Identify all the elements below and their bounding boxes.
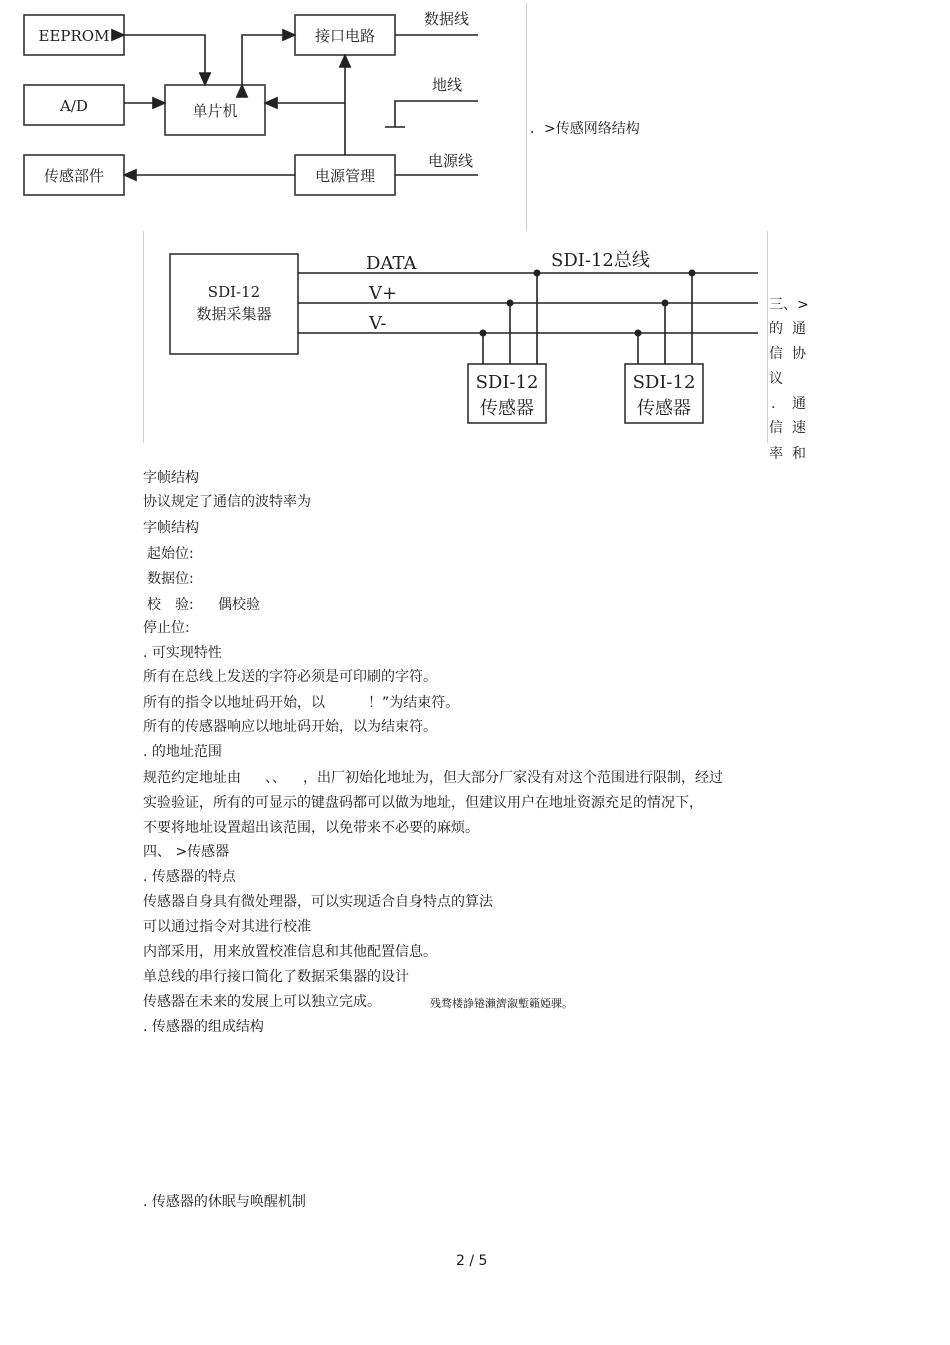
body-line-7: 停止位:: [143, 620, 190, 636]
body-line-22a: 传感器在未来的发展上可以独立完成。: [143, 994, 381, 1010]
data-label: DATA: [366, 253, 417, 274]
side-heading-l3b: 协: [792, 346, 806, 362]
side-heading-l5a: .: [771, 396, 776, 412]
side-heading-l7b: 和: [792, 446, 806, 462]
sensor2-line1: SDI-12: [632, 372, 696, 393]
body-line-23: . 传感器的组成结构: [143, 1019, 264, 1035]
body-line-11: 所有的传感器响应以地址码开始，以为结束符。: [143, 719, 437, 735]
side-heading-l6a: 信: [769, 420, 783, 436]
body-line-16: 四、 >传感器: [143, 844, 230, 860]
body-line-19: 可以通过指令对其进行校准: [143, 919, 311, 935]
vminus-label: V-: [369, 313, 387, 334]
data-line-label: 数据线: [424, 10, 470, 28]
bus-label: SDI-12总线: [551, 250, 650, 271]
eeprom-label: EEPROM: [38, 27, 110, 45]
body-line-5: 数据位:: [147, 571, 194, 587]
side-heading-l2b: 通: [792, 321, 806, 337]
body-line-21: 单总线的串行接口简化了数据采集器的设计: [143, 969, 409, 985]
sdi12-bus-diagram: [143, 231, 768, 443]
vplus-label: V+: [369, 283, 398, 304]
body-line-13c: ，出厂初始化地址为，但大部分厂家没有对这个范围进行限制，经过: [303, 770, 723, 786]
body-line-4: 起始位:: [147, 546, 194, 562]
collector-line2: 数据采集器: [196, 305, 272, 323]
mcu-label: 单片机: [192, 102, 238, 120]
side-heading-l2a: 的: [769, 321, 783, 337]
side-heading-l4a: 议: [769, 371, 783, 387]
body-line-6b: 偶校验: [218, 597, 260, 613]
body-line-3: 字帧结构: [143, 520, 199, 536]
body-line-24: . 传感器的休眠与唤醒机制: [143, 1194, 306, 1210]
power-line-label: 电源线: [428, 152, 474, 170]
sensor-part-label: 传感部件: [43, 167, 105, 185]
sensor1-line1: SDI-12: [475, 372, 539, 393]
sensor2-line2: 传感器: [637, 398, 691, 419]
body-line-13a: 规范约定地址由: [143, 770, 241, 786]
body-line-2: 协议规定了通信的波特率为: [143, 494, 311, 510]
body-line-8: . 可实现特性: [143, 645, 222, 661]
page-number: 2 / 5: [456, 1253, 488, 1269]
body-line-9: 所有在总线上发送的字符必须是可印刷的字符。: [143, 669, 437, 685]
network-structure-caption: ．>传感网络结构: [530, 121, 640, 137]
body-line-12: . 的地址范围: [143, 744, 222, 760]
sensor1-line2: 传感器: [480, 398, 534, 419]
body-line-20: 内部采用，用来放置校准信息和其他配置信息。: [143, 944, 437, 960]
side-heading-l6b: 速: [792, 420, 806, 436]
body-line-18: 传感器自身具有微处理器，可以实现适合自身特点的算法: [143, 894, 493, 910]
figure-border-line: [526, 3, 527, 231]
body-line-14: 实验验证，所有的可显示的键盘码都可以做为地址，但建议用户在地址资源充足的情况下，: [143, 795, 703, 811]
body-line-6a: 校 验:: [147, 597, 194, 613]
body-line-10a: 所有的指令以地址码开始，以: [143, 695, 325, 711]
side-heading-l5b: 通: [792, 396, 806, 412]
collector-line1: SDI-12: [207, 283, 261, 301]
ground-label: 地线: [432, 76, 463, 94]
body-line-1: 字帧结构: [143, 470, 199, 486]
sensor-block-diagram: [0, 0, 520, 230]
body-line-22b: 残骛楼諍锩瀨濟溆塹籟婭骒。: [430, 997, 573, 1010]
side-heading-l1: 三、>: [769, 297, 809, 313]
body-line-15: 不要将地址设置超出该范围，以免带来不必要的麻烦。: [143, 820, 479, 836]
body-line-13b: 、、: [265, 770, 286, 786]
collector-box: [170, 254, 298, 354]
side-heading-l7a: 率: [769, 446, 783, 462]
body-line-17: . 传感器的特点: [143, 869, 236, 885]
ad-label: A/D: [60, 97, 88, 115]
side-heading-l3a: 信: [769, 346, 783, 362]
power-mgmt-label: 电源管理: [314, 167, 376, 185]
body-line-10b: ！”为结束符。: [368, 695, 460, 711]
interface-label: 接口电路: [314, 27, 376, 45]
